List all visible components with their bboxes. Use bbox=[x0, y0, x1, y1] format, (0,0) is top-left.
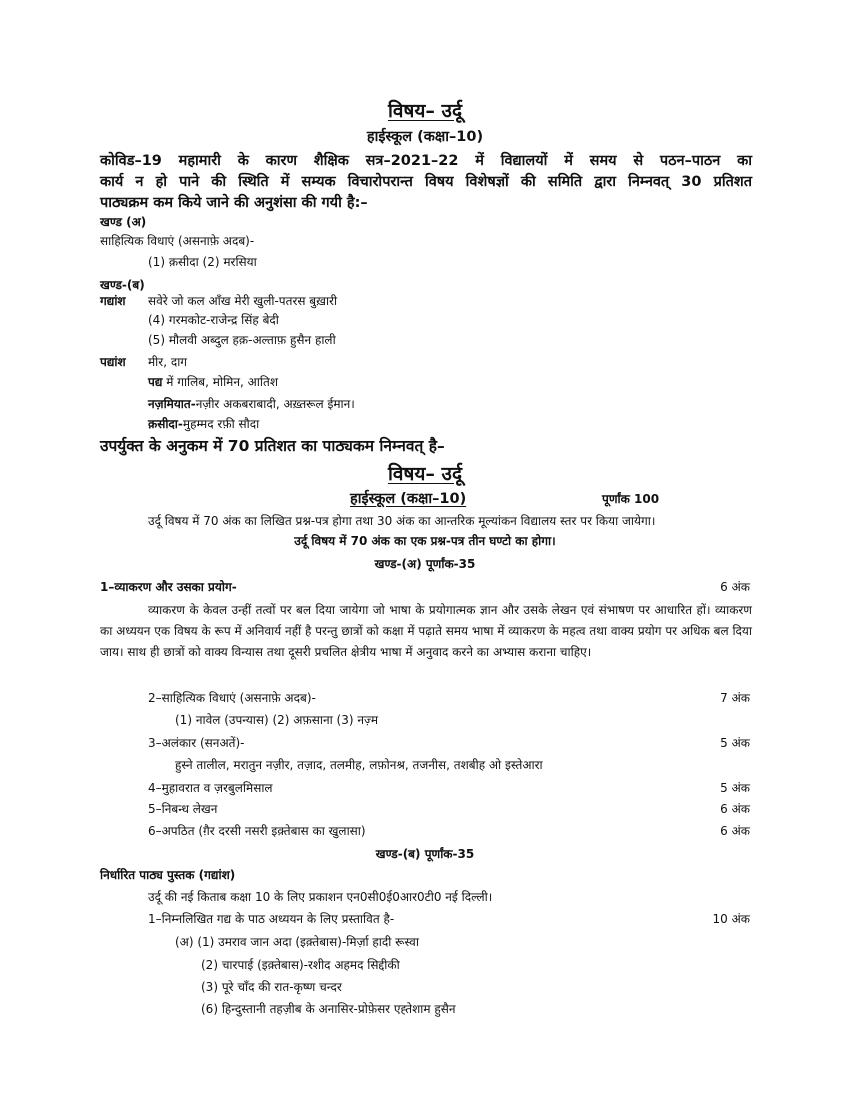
transition-line: उपर्युक्त के अनुकम में 70 प्रतिशत का पाठ्यकम निम्नवत् है– bbox=[100, 437, 445, 455]
item-apathit: 6–अपठित (ग़ैर दरसी नसरी इक़्तेबास का खुलासा) bbox=[148, 824, 366, 838]
intro-line-3: पाठ्यक्रम कम किये जाने की अनुशंसा की गयी है:– bbox=[100, 195, 368, 211]
prose-item-2: (2) चारपाई (इक़्तेबास)-रशीद अहमद सिद्दीकी bbox=[201, 958, 400, 972]
item-sahityik-list: (1) नावेल (उपन्यास) (2) अफ़साना (3) नज़्म bbox=[175, 713, 379, 727]
item-sahityik: 2–साहित्यिक विधाएं (असनाफ़े अदब)- bbox=[148, 691, 316, 705]
grammar-title: 1–व्याकरण और उसका प्रयोग- bbox=[100, 580, 237, 594]
item-muhavarat-marks: 5 अंक bbox=[720, 781, 750, 795]
item-nibandh-marks: 6 अंक bbox=[720, 802, 750, 816]
intro-line-2: कार्य न हो पाने की स्थिति में सम्यक विचारोपरान्त विषय विशेषज्ञों की समिति द्वारा निम्नवत् 30 प्रतिशत bbox=[100, 174, 752, 190]
khand-a-heading: खण्ड-(अ) पूर्णांक-35 bbox=[374, 557, 476, 571]
padya-line: पद्य में गालिब, मोमिन, आतिश bbox=[148, 375, 279, 389]
sahityik-label: साहित्यिक विधाएं (असनाफ़े अदब)- bbox=[100, 234, 255, 248]
grammar-paragraph: व्याकरण के केवल उन्हीं तत्वों पर बल दिया जायेगा जो भाषा के प्रयोगात्मक ज्ञान और उसके लेखन एवं संभाषण पर आधारित हों। व्याकरण का अध्ययन एक विषय के रूप में अनिवार्य नहीं है परन्तु छात्रों को कक्षा में पढ़ाते समय भाषा में व्याकरण के महत्व तथा वाक्य प्रयोग पर अधिक बल दिया जाय। साथ ही छात्रों को वाक्य विन्यास तथा दूसरी प्रचलित क्षेत्रीय भाषा में अनुवाद करने का अभ्यास कराना चाहिए। bbox=[100, 603, 752, 659]
khand-a-label: खण्ड (अ) bbox=[100, 215, 147, 229]
khand-b-heading: खण्ड-(ब) पूर्णांक-35 bbox=[375, 847, 475, 861]
padyansh-label: पद्यांश bbox=[100, 355, 126, 369]
item-alankar-list: हुस्ने तालील, मरातुन नज़ीर, तज़ाद, तलमीह, लफ़ोनश्र, तजनीस, तशबीह ओ इस्तेआरा bbox=[175, 758, 543, 772]
item-nibandh: 5–निबन्ध लेखन bbox=[148, 802, 218, 816]
gadyansh-item-1: सवेरे जो कल आँख मेरी खुली-पतरस बुख़ारी bbox=[148, 294, 338, 308]
padyansh-item-1: मीर, दाग bbox=[148, 355, 188, 369]
item-muhavarat: 4–मुहावरात व ज़रबुलमिसाल bbox=[148, 781, 273, 795]
prose-marks: 10 अंक bbox=[712, 912, 750, 926]
prose-item-3: (3) पूरे चाँद की रात-कृष्ण चन्दर bbox=[201, 980, 342, 994]
subject-heading-1: विषय– उर्दू bbox=[387, 100, 463, 122]
nazmiyat-line: नज़मियात-नज़ीर अकबराबादी, अख़्तरूल ईमान। bbox=[148, 397, 355, 411]
item-alankar-marks: 5 अंक bbox=[720, 736, 750, 750]
sahityik-items: (1) क़सीदा (2) मरसिया bbox=[148, 255, 257, 269]
book-line: उर्दू की नई किताब कक्षा 10 के लिए प्रकाशन एन0सी0ई0आर0टी0 नई दिल्ली। bbox=[148, 890, 493, 904]
gadyansh-item-2: (4) गरमकोट-राजेन्द्र सिंह बेदी bbox=[148, 313, 279, 327]
item-apathit-marks: 6 अंक bbox=[720, 824, 750, 838]
gadyansh-label: गद्यांश bbox=[100, 294, 126, 308]
class-heading-1: हाईस्कूल (कक्षा–10) bbox=[366, 129, 484, 145]
item-alankar: 3–अलंकार (सनअतें)- bbox=[148, 736, 245, 750]
subject-heading-2: विषय– उर्दू bbox=[387, 463, 463, 485]
qasida-line: क़सीदा-मुहम्मद रफ़ी सौदा bbox=[148, 417, 260, 431]
prescribed-book-heading: निर्धारित पाठ्य पुस्तक (गद्यांश) bbox=[100, 868, 236, 882]
item-sahityik-marks: 7 अंक bbox=[720, 691, 750, 705]
max-marks: पूर्णांक 100 bbox=[602, 492, 660, 506]
grammar-marks: 6 अंक bbox=[720, 580, 750, 594]
prose-title: 1–निम्नलिखित गद्य के पाठ अध्ययन के लिए प्रस्तावित है- bbox=[148, 912, 395, 926]
gadyansh-item-3: (5) मौलवी अब्दुल हक़-अल्ताफ़ हुसैन हाली bbox=[148, 333, 336, 347]
prose-item-4: (6) हिन्दुस्तानी तहज़ीब के अनासिर-प्रोफ़ेसर एह्तेशाम हुसैन bbox=[201, 1002, 456, 1016]
note-line-1: उर्दू विषय में 70 अंक का लिखित प्रश्न-पत्र होगा तथा 30 अंक का आन्तरिक मूल्यांकन विद्यालय स्तर पर किया जायेगा। bbox=[148, 514, 656, 528]
prose-item-1: (अ) (1) उमराव जान अदा (इक़्तेबास)-मिर्ज़ा हादी रूस्वा bbox=[175, 935, 419, 949]
intro-line-1: कोविड–19 महामारी के कारण शैक्षिक सत्र–2021–22 में विद्यालयों में समय से पठन–पाठन का bbox=[100, 153, 752, 169]
khand-b-label: खण्ड-(ब) bbox=[100, 278, 145, 292]
class-heading-2: हाईस्कूल (कक्षा–10) bbox=[350, 491, 467, 507]
note-line-2: उर्दू विषय में 70 अंक का एक प्रश्न-पत्र तीन घण्टो का होगा। bbox=[294, 534, 556, 548]
